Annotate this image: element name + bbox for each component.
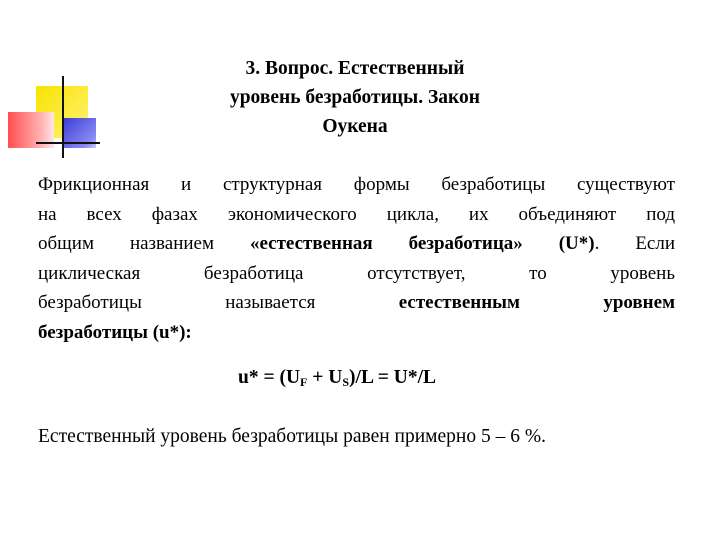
word: отсутствует,: [367, 262, 466, 284]
term-natural-level: естественным: [398, 292, 520, 313]
logo-horizontal-line: [36, 142, 100, 144]
paragraph-line-4: [38, 259, 675, 289]
formula-part: u* = (U: [238, 367, 301, 388]
paragraph-line-1: Фрикционная и структурная формы безработицы существуют: [38, 174, 675, 195]
natural-unemployment-formula: [238, 367, 436, 390]
title-line-1: 3. Вопрос. Естественный: [245, 58, 465, 79]
title-line-3: Оукена: [322, 116, 388, 137]
formula-part: + U: [307, 367, 343, 388]
word: то: [529, 262, 547, 284]
term-natural-unemployment: «естественная безработица» (U*): [249, 233, 595, 254]
paragraph-line-2: на всех фазах экономического цикла, их объединяют под: [38, 203, 675, 225]
title-line-2: уровень безработицы. Закон: [229, 87, 481, 108]
term-natural-level: уровнем: [603, 292, 676, 313]
paragraph-line-5: [38, 288, 675, 318]
formula-subscript: F: [300, 375, 308, 389]
paragraph-text: общим названием: [38, 233, 250, 254]
paragraph-line-6: безработицы (u*):: [38, 321, 192, 343]
word: циклическая: [38, 262, 141, 284]
main-paragraph: [38, 170, 675, 347]
paragraph-line-3: [38, 229, 675, 259]
word: называется: [225, 292, 316, 313]
word: уровень: [610, 262, 676, 284]
formula-part: )/L = U*/L: [349, 367, 436, 388]
word: безработица: [203, 262, 304, 284]
word: безработицы: [38, 292, 142, 313]
logo-vertical-line: [62, 76, 64, 158]
natural-rate-note: Естественный уровень безработицы равен примерно 5 – 6 %.: [38, 426, 546, 447]
slide-title: [180, 54, 530, 141]
slide-logo-decoration: [0, 0, 110, 170]
paragraph-text: . Если: [594, 233, 676, 254]
formula-subscript: S: [342, 375, 350, 389]
